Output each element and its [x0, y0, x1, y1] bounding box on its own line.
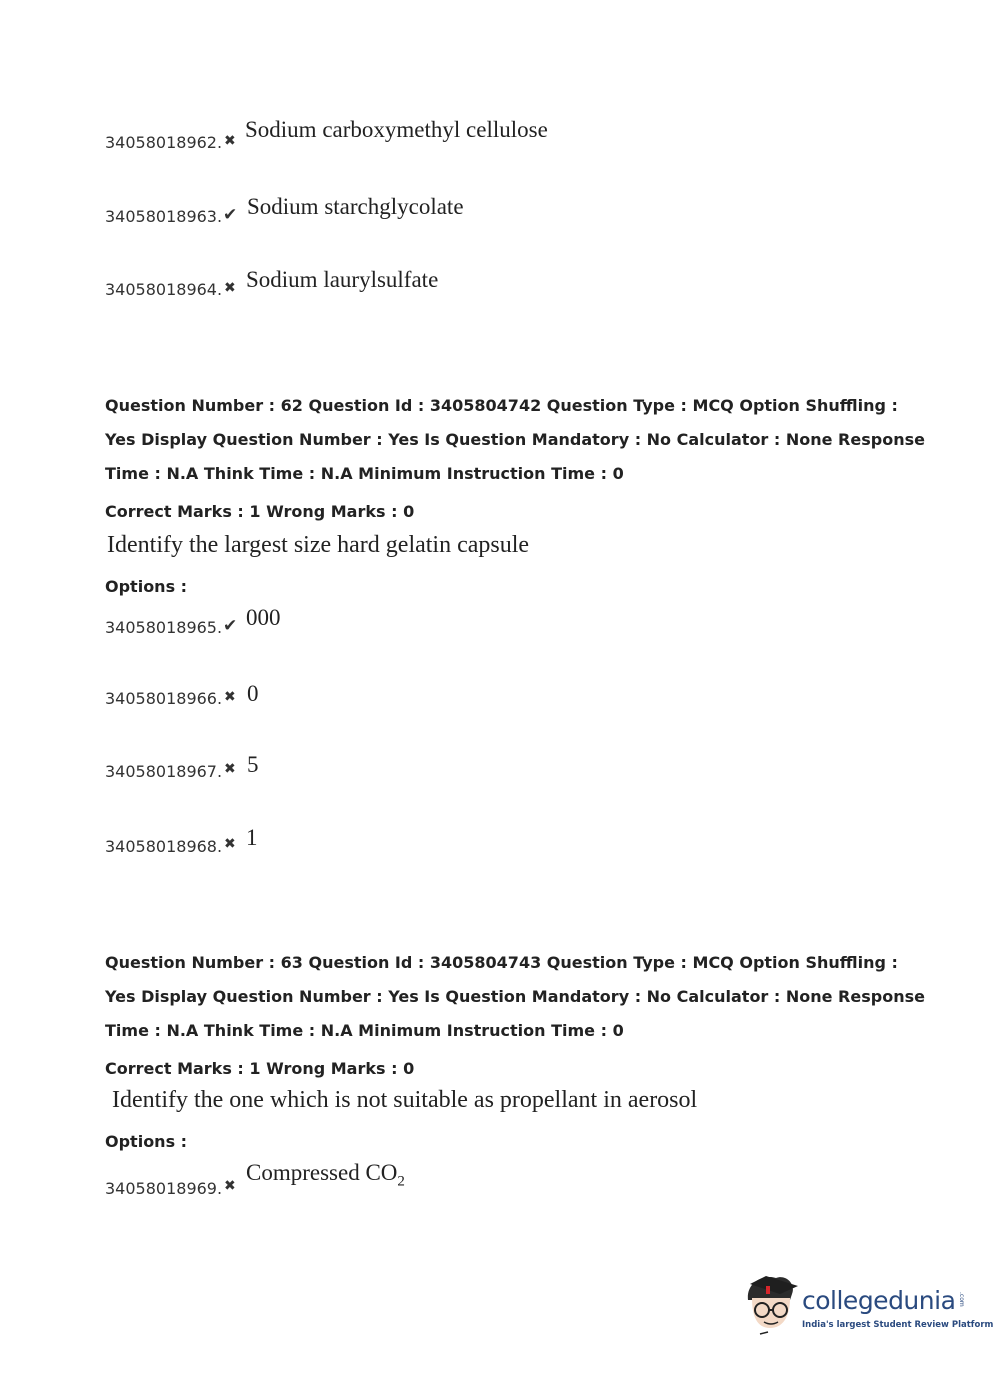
options-label: Options : [105, 577, 188, 596]
marks-info: Correct Marks : 1 Wrong Marks : 0 [105, 1059, 415, 1078]
correct-mark-icon: ✔ [223, 616, 238, 636]
option-id: 34058018966. [105, 689, 223, 708]
option-id: 34058018967. [105, 762, 223, 781]
question-meta: Question Number : 62 Question Id : 3405804742 Question Type : MCQ Option Shuffling : Yes Display Question Number : Yes Is Question Mandatory : No Calculator : None Response Time : N.A Think Time : N.A Minimum Instruction Time : 0 [105, 396, 925, 483]
correct-mark-icon: ✔ [223, 205, 238, 225]
question-text: Identify the largest size hard gelatin capsule [107, 532, 530, 558]
logo-dotcom: .com [958, 1292, 965, 1307]
logo-name: collegedunia [802, 1286, 956, 1315]
option-text-subscript: 2 [397, 1173, 405, 1190]
wrong-mark-icon: ✖ [224, 1178, 236, 1194]
collegedunia-logo[interactable] [740, 1272, 994, 1342]
option-id: 34058018962. [105, 133, 223, 152]
option-id: 34058018963. [105, 207, 223, 226]
option-text: Sodium laurylsulfate [246, 267, 439, 292]
option-id: 34058018965. [105, 618, 223, 637]
option-text [246, 1160, 405, 1191]
wrong-mark-icon: ✖ [224, 280, 236, 296]
question-text: Identify the one which is not suitable as propellant in aerosol [112, 1087, 698, 1113]
wrong-mark-icon: ✖ [224, 133, 236, 149]
option-text: Sodium carboxymethyl cellulose [245, 117, 548, 142]
option-text: 1 [246, 825, 258, 850]
options-label: Options : [105, 1132, 188, 1151]
option-text: 000 [246, 605, 281, 630]
wrong-mark-icon: ✖ [224, 689, 236, 705]
logo-tagline: India's largest Student Review Platform [802, 1320, 994, 1330]
option-id: 34058018968. [105, 837, 223, 856]
wrong-mark-icon: ✖ [224, 761, 236, 777]
marks-info: Correct Marks : 1 Wrong Marks : 0 [105, 502, 415, 521]
option-id: 34058018964. [105, 280, 223, 299]
question-meta: Question Number : 63 Question Id : 3405804743 Question Type : MCQ Option Shuffling : Yes Display Question Number : Yes Is Question Mandatory : No Calculator : None Response Time : N.A Think Time : N.A Minimum Instruction Time : 0 [105, 953, 925, 1040]
option-text-main: Compressed CO [246, 1160, 398, 1185]
option-text: Sodium starchglycolate [247, 194, 464, 219]
option-id: 34058018969. [105, 1179, 223, 1198]
option-text: 5 [247, 752, 259, 777]
wrong-mark-icon: ✖ [224, 836, 236, 852]
option-text: 0 [247, 681, 259, 706]
mascot-icon [740, 1272, 800, 1338]
